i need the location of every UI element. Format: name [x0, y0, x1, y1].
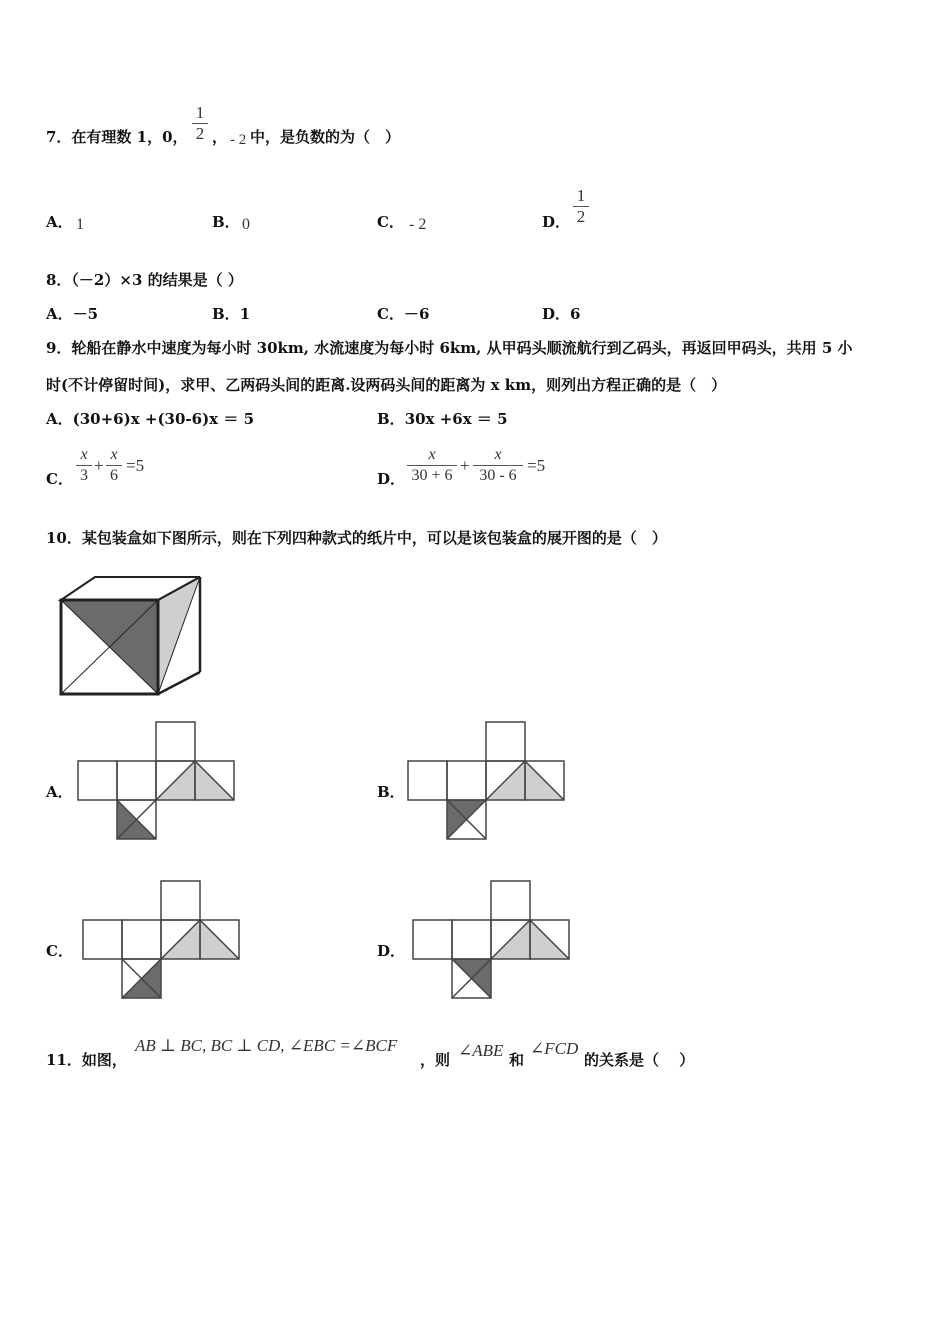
q10-box-figure	[55, 572, 205, 698]
q10-option-b-net[interactable]	[408, 722, 564, 840]
q7-stem-fraction: 1 2	[192, 104, 208, 143]
q7-option-a-label[interactable]: A．	[46, 213, 73, 231]
q9-option-c-frac2: x 6	[106, 446, 122, 485]
q7-sep: ，	[212, 128, 228, 146]
q11-prefix: 11．如图，	[46, 1051, 127, 1069]
q11-condition: AB ⊥ BC, BC ⊥ CD, ∠EBC =∠BCF	[135, 1036, 398, 1055]
q7-option-c-label[interactable]: C．	[377, 213, 404, 231]
q9-option-d-frac2: x 30 - 6	[473, 446, 523, 485]
q10-option-c-net[interactable]	[83, 881, 239, 999]
q11-angle-abe: ∠ABE	[458, 1041, 504, 1060]
q9-option-c-label[interactable]: C．	[46, 470, 73, 488]
q7-suffix: 中，是负数的为（ ）	[250, 128, 401, 146]
q9-stem-line1: 9．轮船在静水中速度为每小时 30km, 水流速度为每小时 6km, 从甲码头顺流航行到乙码头，再返回甲码头，共用 5 小	[46, 339, 853, 357]
q11-and: 和	[509, 1051, 525, 1069]
q9-option-b[interactable]: B．30x +6x ＝ 5	[377, 410, 508, 428]
q9-option-d-label[interactable]: D．	[377, 470, 406, 488]
q9-option-c-rhs: =5	[126, 456, 145, 475]
q9-option-c-op: +	[94, 456, 104, 475]
q8-stem: 8．（－2）×3 的结果是（ ）	[46, 271, 243, 289]
q11-mid: ，则	[420, 1051, 451, 1069]
q9-option-d-op: +	[460, 456, 470, 475]
q10-option-c-label[interactable]: C．	[46, 942, 73, 960]
q7-option-b-label[interactable]: B．	[212, 213, 240, 231]
q7-prefix: 7．在有理数 1，0，	[46, 128, 188, 146]
q10-option-a-net[interactable]	[78, 722, 234, 840]
q7-option-d-fraction: 1 2	[573, 187, 589, 226]
q9-option-c-frac1: x 3	[76, 446, 92, 485]
q10-stem: 10．某包装盒如下图所示，则在下列四种款式的纸片中，可以是该包装盒的展开图的是（ ）	[46, 529, 667, 547]
q7-stem	[46, 127, 188, 147]
q9-option-d-frac1: x 30 + 6	[407, 446, 457, 485]
q8-option-b[interactable]: B．1	[212, 305, 251, 323]
q7-option-d-label[interactable]: D．	[542, 213, 571, 231]
q9-option-d-rhs: =5	[527, 456, 546, 475]
q7-negative: - 2	[230, 132, 247, 148]
q10-option-b-label[interactable]: B．	[377, 783, 405, 801]
q8-option-c[interactable]: C．－6	[377, 305, 430, 323]
q7-option-a-value: 1	[76, 216, 84, 233]
q9-option-a[interactable]: A．(30+6)x +(30-6)x ＝ 5	[46, 410, 255, 428]
q7-option-c-value: - 2	[409, 216, 427, 233]
q10-option-a-label[interactable]: A．	[46, 783, 73, 801]
q9-stem-line2: 时(不计停留时间)，求甲、乙两码头间的距离.设两码头间的距离为 x km，则列出方程正确的是（ ）	[46, 376, 727, 394]
q8-option-d[interactable]: D．6	[542, 305, 581, 323]
q8-option-a[interactable]: A．－5	[46, 305, 99, 323]
q11-angle-fcd: ∠FCD	[530, 1039, 579, 1058]
q10-option-d-label[interactable]: D．	[377, 942, 406, 960]
q11-suffix: 的关系是（ ）	[584, 1051, 695, 1069]
q10-option-d-net[interactable]	[413, 881, 569, 999]
q7-option-b-value: 0	[242, 216, 250, 233]
